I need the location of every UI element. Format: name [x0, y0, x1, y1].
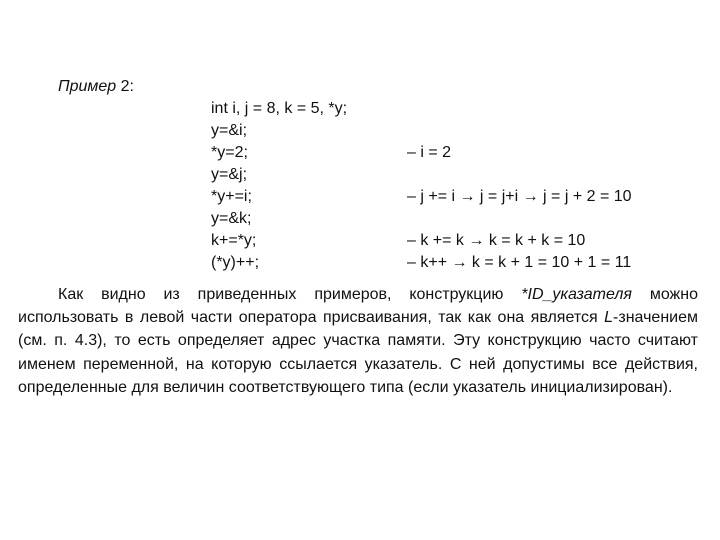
comment-line-7: – k += k → k = k + k = 10 [407, 232, 586, 249]
example-label-number: 2: [120, 78, 134, 95]
comment-line-3: – i = 2 [407, 144, 452, 161]
code-line-7: k+=*y; [211, 232, 257, 249]
code-line-5: *y+=i; [211, 188, 252, 205]
code-line-8: (*y)++; [211, 254, 260, 271]
explanation-paragraph [18, 283, 698, 399]
code-line-1: int i, j = 8, k = 5, *y; [211, 100, 348, 117]
pointer-term: *ID_указателя [521, 286, 632, 303]
code-line-3: *y=2; [211, 144, 248, 161]
code-line-2: y=&i; [211, 122, 248, 139]
l-value-letter: L [604, 309, 614, 327]
comment-line-8: – k++ → k = k + 1 = 10 + 1 = 11 [407, 254, 632, 271]
code-line-4: y=&j; [211, 166, 248, 183]
paragraph-text-2: можно использовать в левой части оператора присваивания, так как она является [18, 286, 698, 327]
code-line-6: y=&k; [211, 210, 252, 227]
example-label-word: Пример [58, 78, 117, 95]
paragraph-text-1: Как видно из приведенных примеров, конструкцию [58, 286, 522, 303]
comment-line-5: – j += i → j = j+i → j = j + 2 = 10 [407, 188, 632, 205]
paragraph-text-3: -значением (см. п. 4.3), то есть определяет адрес участка памяти. Эту конструкцию часто считают именем переменной, на которую ссылается указатель. С ней допустимы все действия, определенные для величин соответствующего типа (если указатель инициализирован). [18, 309, 698, 396]
example-heading [58, 78, 134, 96]
